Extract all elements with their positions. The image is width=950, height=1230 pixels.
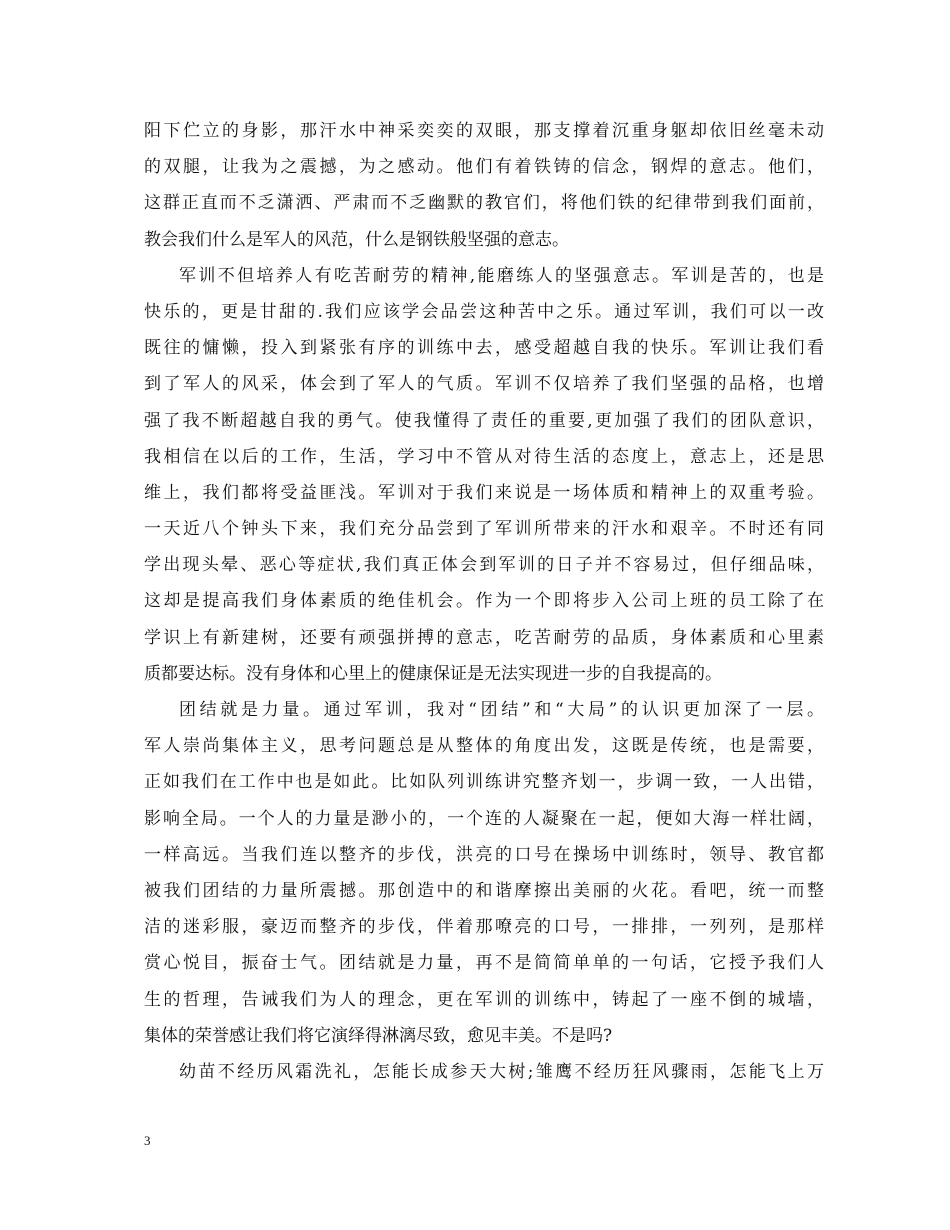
text-line: 一样高远。当我们连以整齐的步伐，洪亮的口号在操场中训练时，领导、教官都 xyxy=(144,844,824,865)
text-line: 这群正直而不乏潇洒、严肃而不乏幽默的教官们，将他们铁的纪律带到我们面前， xyxy=(144,193,824,214)
text-line: 强了我不断超越自我的勇气。使我懂得了责任的重要,更加强了我们的团队意识， xyxy=(144,410,824,431)
text-line: 学出现头晕、恶心等症状,我们真正体会到军训的日子并不容易过，但仔细品味， xyxy=(144,555,824,576)
text-line: 一天近八个钟头下来，我们充分品尝到了军训所带来的汗水和艰辛。不时还有同 xyxy=(144,519,824,540)
paragraph-first-line: 团结就是力量。通过军训，我对“团结”和“大局”的认识更加深了一层。 xyxy=(179,700,824,720)
text-line: 阳下伫立的身影，那汗水中神采奕奕的双眼，那支撑着沉重身躯却依旧丝毫未动 xyxy=(144,121,824,141)
text-line: 生的哲理，告诫我们为人的理念，更在军训的训练中，铸起了一座不倒的城墙， xyxy=(144,989,824,1010)
text-line: 军人崇尚集体主义，思考问题总是从整体的角度出发，这既是传统，也是需要， xyxy=(144,736,824,757)
page-number: 3 xyxy=(144,1133,151,1148)
text-line: 既往的慵懒，投入到紧张有序的训练中去，感受超越自我的快乐。军训让我们看 xyxy=(144,338,824,359)
text-line: 影响全局。一个人的力量是渺小的，一个连的人凝聚在一起，便如大海一样壮阔， xyxy=(144,808,824,829)
text-line: 洁的迷彩服，豪迈而整齐的步伐，伴着那嘹亮的口号，一排排，一列列，是那样 xyxy=(144,917,824,938)
text-line: 到了军人的风采，体会到了军人的气质。军训不仅培养了我们坚强的品格，也增 xyxy=(144,374,824,395)
text-line: 维上，我们都将受益匪浅。军训对于我们来说是一场体质和精神上的双重考验。 xyxy=(144,482,824,503)
text-line: 赏心悦目，振奋士气。团结就是力量，再不是简简单单的一句话，它授予我们人 xyxy=(144,953,824,974)
text-line: 快乐的，更是甘甜的.我们应该学会品尝这种苦中之乐。通过军训，我们可以一改 xyxy=(144,301,824,322)
text-line: 质都要达标。没有身体和心里上的健康保证是无法实现进一步的自我提高的。 xyxy=(144,663,722,684)
text-line: 学识上有新建树，还要有顽强拼搏的意志，吃苦耐劳的品质，身体素质和心里素 xyxy=(144,627,824,648)
text-line: 正如我们在工作中也是如此。比如队列训练讲究整齐划一，步调一致，一人出错， xyxy=(144,772,824,793)
paragraph-first-line: 幼苗不经历风霜洗礼，怎能长成参天大树;雏鹰不经历狂风骤雨，怎能飞上万 xyxy=(179,1061,824,1082)
text-line: 教会我们什么是军人的风范，什么是钢铁般坚强的意志。 xyxy=(144,229,569,250)
text-line: 这却是提高我们身体素质的绝佳机会。作为一个即将步入公司上班的员工除了在 xyxy=(144,591,824,612)
paragraph-first-line: 军训不但培养人有吃苦耐劳的精神,能磨练人的坚强意志。军训是苦的，也是 xyxy=(179,265,824,286)
text-line: 我相信在以后的工作，生活，学习中不管从对待生活的态度上，意志上，还是思 xyxy=(144,446,824,467)
body-text xyxy=(144,113,824,1090)
text-line: 集体的荣誉感让我们将它演绎得淋漓尽致，愈见丰美。不是吗? xyxy=(144,1025,613,1046)
text-line: 被我们团结的力量所震撼。那创造中的和谐摩擦出美丽的火花。看吧，统一而整 xyxy=(144,880,824,901)
text-line: 的双腿，让我为之震撼，为之感动。他们有着铁铸的信念，钢焊的意志。他们， xyxy=(144,157,824,178)
